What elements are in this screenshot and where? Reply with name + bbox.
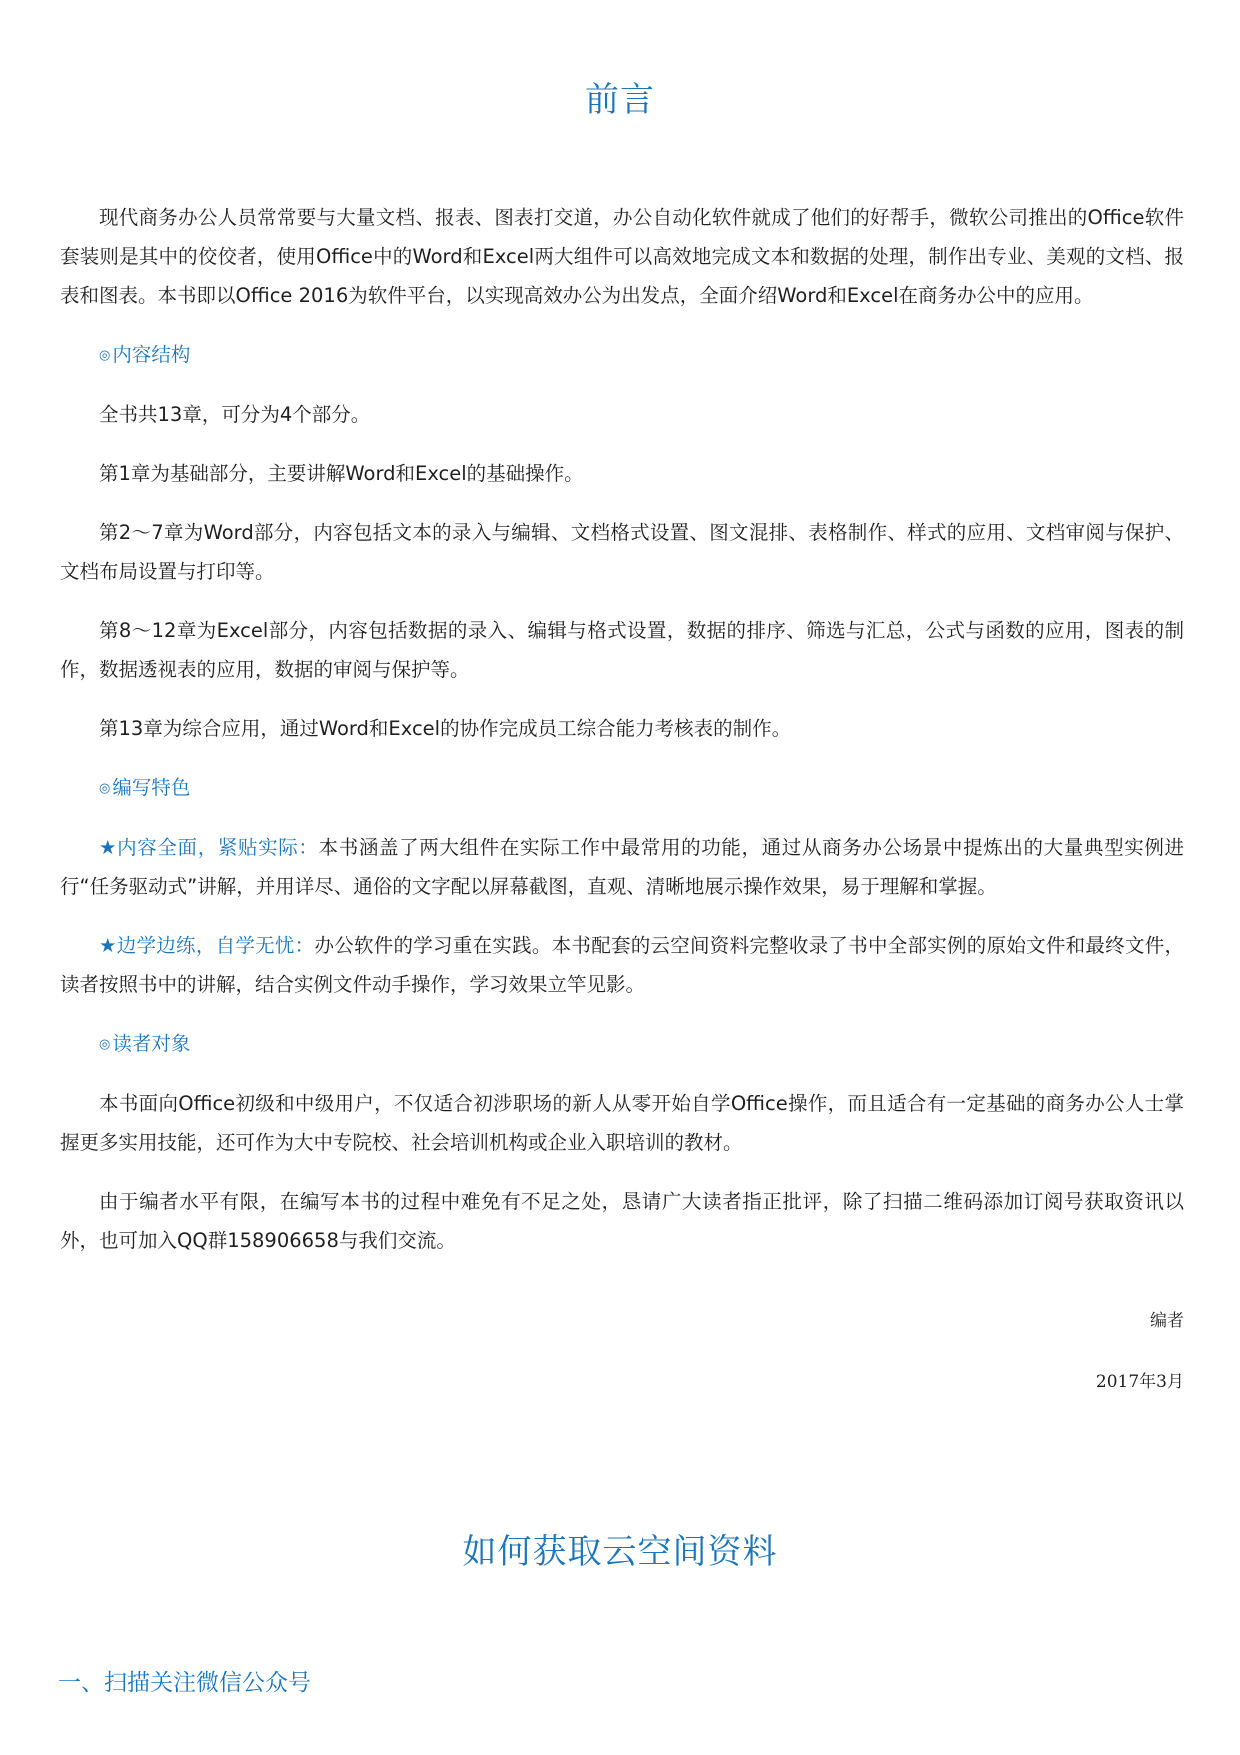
feature-paragraph	[60, 828, 1184, 906]
circle-bullet-icon: ◎	[99, 781, 111, 796]
feature-label: ★内容全面，紧贴实际：	[99, 836, 319, 859]
structure-paragraph: 第2～7章为Word部分，内容包括文本的录入与编辑、文档格式设置、图文混排、表格制作、样式的应用、文档审阅与保护、文档布局设置与打印等。	[60, 521, 1184, 583]
feature-text: 本书涵盖了两大组件在实际工作中最常用的功能，通过从商务办公场景中提炼出的大量典型实例进行“任务驱动式”讲解，并用详尽、通俗的文字配以屏幕截图，直观、清晰地展示操作效果，易于理解和掌握。	[60, 836, 1184, 898]
preface-body	[60, 198, 1184, 1280]
audience-heading-text: 读者对象	[112, 1032, 191, 1055]
circle-bullet-icon: ◎	[99, 348, 111, 363]
closing-paragraph: 由于编者水平有限，在编写本书的过程中难免有不足之处，恳请广大读者指正批评，除了扫描二维码添加订阅号获取资讯以外，也可加入QQ群158906658与我们交流。	[60, 1190, 1184, 1252]
features-heading-text: 编写特色	[112, 776, 191, 799]
author-signature: 编者	[1150, 1311, 1184, 1331]
audience-heading	[60, 1024, 1184, 1064]
structure-paragraph: 第13章为综合应用，通过Word和Excel的协作完成员工综合能力考核表的制作。	[99, 717, 792, 740]
preface-title: 前言	[585, 80, 655, 120]
structure-heading-text: 内容结构	[112, 343, 191, 366]
preface-date: 2017年3月	[1095, 1372, 1184, 1392]
feature-text: 办公软件的学习重在实践。本书配套的云空间资料完整收录了书中全部实例的原始文件和最终文件，读者按照书中的讲解，结合实例文件动手操作，学习效果立竿见影。	[60, 934, 1184, 996]
cloud-step-heading: 一、扫描关注微信公众号	[58, 1670, 311, 1696]
preface-intro: 现代商务办公人员常常要与大量文档、报表、图表打交道，办公自动化软件就成了他们的好帮手，微软公司推出的Office软件套装则是其中的佼佼者，使用Office中的Word和Excel两大组件可以高效地完成文本和数据的处理，制作出专业、美观的文档、报表和图表。本书即以Office 2016为软件平台，以实现高效办公为出发点，全面介绍Word和Excel在商务办公中的应用。	[60, 206, 1184, 307]
structure-paragraph: 全书共13章，可分为4个部分。	[99, 403, 371, 426]
circle-bullet-icon: ◎	[99, 1037, 111, 1052]
structure-heading	[60, 335, 1184, 375]
feature-paragraph	[60, 926, 1184, 1004]
feature-label: ★边学边练，自学无忧：	[99, 934, 315, 957]
audience-paragraph: 本书面向Office初级和中级用户，不仅适合初涉职场的新人从零开始自学Office操作，而且适合有一定基础的商务办公人士掌握更多实用技能，还可作为大中专院校、社会培训机构或企业入职培训的教材。	[60, 1092, 1184, 1154]
structure-paragraph: 第8～12章为Excel部分，内容包括数据的录入、编辑与格式设置，数据的排序、筛选与汇总，公式与函数的应用，图表的制作，数据透视表的应用，数据的审阅与保护等。	[60, 619, 1184, 681]
structure-paragraph: 第1章为基础部分，主要讲解Word和Excel的基础操作。	[99, 462, 584, 485]
cloud-title: 如何获取云空间资料	[462, 1532, 778, 1572]
features-heading	[60, 768, 1184, 808]
